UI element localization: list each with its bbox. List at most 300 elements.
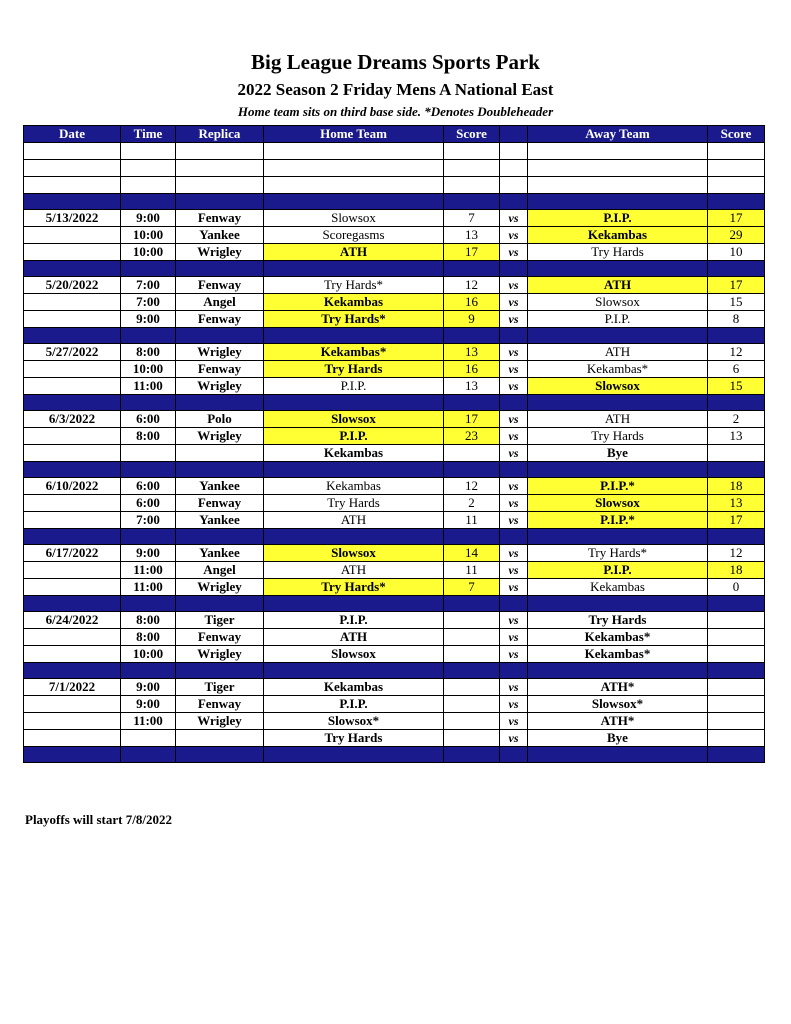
cell-home-team: Kekambas [264,679,444,696]
cell-replica: Wrigley [176,428,264,445]
band-cell [24,328,121,344]
game-row [24,311,765,328]
header-time: Time [121,126,176,143]
game-row [24,277,765,294]
cell-time: 9:00 [121,679,176,696]
cell-away-team: Slowsox [528,294,708,311]
empty-cell [264,160,444,177]
separator-band [24,596,765,612]
empty-row [24,177,765,194]
cell-replica: Angel [176,562,264,579]
cell-home-score: 14 [444,545,500,562]
cell-home-score: 7 [444,210,500,227]
band-cell [708,462,765,478]
band-cell [121,747,176,763]
band-cell [500,529,528,545]
cell-vs: vs [500,646,528,663]
band-cell [24,663,121,679]
schedule-body [24,143,765,763]
cell-away-team: Try Hards [528,244,708,261]
cell-home-team: Slowsox [264,411,444,428]
cell-home-team: Try Hards* [264,277,444,294]
cell-time: 11:00 [121,378,176,395]
cell-vs: vs [500,311,528,328]
cell-away-score: 13 [708,428,765,445]
band-cell [176,747,264,763]
cell-vs: vs [500,545,528,562]
cell-away-score: 2 [708,411,765,428]
band-cell [500,462,528,478]
schedule-note: Home team sits on third base side. *Denotes Doubleheader [237,104,554,119]
cell-home-team: Kekambas [264,478,444,495]
cell-time: 7:00 [121,294,176,311]
band-cell [708,328,765,344]
band-cell [176,395,264,411]
separator-band [24,194,765,210]
band-cell [444,462,500,478]
cell-home-score: 17 [444,244,500,261]
game-row [24,344,765,361]
cell-away-team: ATH [528,344,708,361]
band-cell [121,663,176,679]
cell-date: 6/24/2022 [24,612,121,629]
cell-replica: Wrigley [176,579,264,596]
empty-cell [264,177,444,194]
band-cell [444,529,500,545]
cell-replica: Yankee [176,545,264,562]
band-cell [708,663,765,679]
cell-away-team: Bye [528,730,708,747]
cell-away-team: ATH [528,411,708,428]
cell-away-score: 8 [708,311,765,328]
cell-vs: vs [500,579,528,596]
cell-away-team: P.I.P. [528,562,708,579]
empty-cell [176,177,264,194]
cell-away-score: 0 [708,579,765,596]
cell-vs: vs [500,478,528,495]
cell-home-score: 13 [444,378,500,395]
separator-band [24,747,765,763]
cell-time: 11:00 [121,562,176,579]
cell-time: 6:00 [121,411,176,428]
cell-time: 6:00 [121,495,176,512]
game-row [24,646,765,663]
band-cell [24,194,121,210]
cell-date [24,730,121,747]
game-row [24,730,765,747]
page-subtitle: 2022 Season 2 Friday Mens A National East [237,80,554,99]
cell-vs: vs [500,244,528,261]
empty-cell [444,177,500,194]
cell-away-team: Try Hards [528,612,708,629]
cell-vs: vs [500,495,528,512]
header-vs [500,126,528,143]
cell-time: 8:00 [121,344,176,361]
cell-home-score: 13 [444,344,500,361]
band-cell [264,596,444,612]
cell-replica: Wrigley [176,646,264,663]
band-cell [176,261,264,277]
cell-vs: vs [500,679,528,696]
empty-cell [708,143,765,160]
cell-vs: vs [500,696,528,713]
cell-date [24,294,121,311]
band-cell [528,261,708,277]
band-cell [708,596,765,612]
cell-date [24,629,121,646]
cell-time: 6:00 [121,478,176,495]
band-cell [444,395,500,411]
cell-time: 7:00 [121,277,176,294]
header-row [24,126,765,143]
cell-home-team: P.I.P. [264,428,444,445]
cell-away-team: Kekambas [528,227,708,244]
band-cell [528,747,708,763]
cell-away-team: Try Hards* [528,545,708,562]
band-cell [264,395,444,411]
cell-away-score: 6 [708,361,765,378]
cell-home-team: Kekambas* [264,344,444,361]
cell-time: 9:00 [121,545,176,562]
cell-time: 10:00 [121,244,176,261]
cell-away-score: 17 [708,210,765,227]
game-row [24,428,765,445]
cell-time: 10:00 [121,646,176,663]
playoffs-note: Playoffs will start 7/8/2022 [25,812,172,827]
cell-time: 8:00 [121,612,176,629]
cell-date [24,244,121,261]
game-row [24,545,765,562]
cell-date [24,495,121,512]
band-cell [500,663,528,679]
header-away-score: Score [708,126,765,143]
empty-cell [444,143,500,160]
cell-replica: Fenway [176,210,264,227]
empty-cell [24,177,121,194]
cell-home-score: 7 [444,579,500,596]
band-cell [500,328,528,344]
cell-home-score: 9 [444,311,500,328]
cell-home-team: Try Hards* [264,579,444,596]
cell-away-team: Kekambas [528,579,708,596]
band-cell [24,261,121,277]
cell-date: 6/10/2022 [24,478,121,495]
cell-vs: vs [500,277,528,294]
cell-home-team: ATH [264,562,444,579]
cell-date: 5/20/2022 [24,277,121,294]
cell-replica: Wrigley [176,713,264,730]
cell-replica [176,445,264,462]
cell-vs: vs [500,344,528,361]
cell-home-score: 2 [444,495,500,512]
band-cell [264,194,444,210]
band-cell [500,395,528,411]
game-row [24,696,765,713]
band-cell [444,194,500,210]
cell-date: 6/3/2022 [24,411,121,428]
cell-away-team: Slowsox* [528,696,708,713]
cell-replica: Fenway [176,495,264,512]
cell-time: 9:00 [121,696,176,713]
cell-home-team: ATH [264,629,444,646]
cell-home-team: ATH [264,244,444,261]
cell-date [24,445,121,462]
header-replica: Replica [176,126,264,143]
cell-time: 7:00 [121,512,176,529]
band-cell [528,395,708,411]
cell-home-score [444,696,500,713]
cell-away-score: 12 [708,344,765,361]
band-cell [444,328,500,344]
cell-vs: vs [500,562,528,579]
band-cell [500,261,528,277]
cell-away-team: P.I.P. [528,311,708,328]
cell-vs: vs [500,227,528,244]
cell-vs: vs [500,361,528,378]
cell-home-team: Scoregasms [264,227,444,244]
game-row [24,411,765,428]
cell-vs: vs [500,512,528,529]
cell-home-team: P.I.P. [264,612,444,629]
band-cell [121,395,176,411]
cell-home-score [444,730,500,747]
cell-away-score [708,612,765,629]
band-cell [121,261,176,277]
empty-cell [24,160,121,177]
cell-away-score: 15 [708,294,765,311]
game-row [24,612,765,629]
band-cell [264,747,444,763]
cell-home-team: P.I.P. [264,696,444,713]
band-cell [500,596,528,612]
empty-row [24,143,765,160]
cell-replica: Fenway [176,361,264,378]
cell-away-score: 15 [708,378,765,395]
cell-replica [176,730,264,747]
game-row [24,679,765,696]
cell-away-score: 13 [708,495,765,512]
cell-away-team: ATH* [528,679,708,696]
cell-time [121,445,176,462]
empty-cell [121,177,176,194]
band-cell [444,663,500,679]
cell-away-team: P.I.P. [528,210,708,227]
empty-cell [708,177,765,194]
cell-away-score [708,629,765,646]
band-cell [121,194,176,210]
cell-date [24,579,121,596]
cell-away-score [708,713,765,730]
game-row [24,210,765,227]
cell-date: 7/1/2022 [24,679,121,696]
empty-cell [528,143,708,160]
cell-replica: Tiger [176,679,264,696]
empty-cell [444,160,500,177]
band-cell [444,261,500,277]
band-cell [264,261,444,277]
band-cell [176,328,264,344]
band-cell [121,328,176,344]
cell-vs: vs [500,612,528,629]
band-cell [500,747,528,763]
cell-vs: vs [500,445,528,462]
band-cell [264,462,444,478]
separator-band [24,328,765,344]
cell-away-score [708,646,765,663]
cell-date [24,512,121,529]
cell-replica: Wrigley [176,344,264,361]
game-row [24,495,765,512]
cell-vs: vs [500,713,528,730]
cell-time: 9:00 [121,311,176,328]
cell-away-team: Kekambas* [528,361,708,378]
cell-replica: Wrigley [176,244,264,261]
empty-cell [121,143,176,160]
empty-cell [500,177,528,194]
empty-cell [121,160,176,177]
header-home-score: Score [444,126,500,143]
cell-replica: Yankee [176,478,264,495]
game-row [24,445,765,462]
cell-vs: vs [500,411,528,428]
band-cell [176,462,264,478]
cell-vs: vs [500,294,528,311]
cell-away-score: 10 [708,244,765,261]
band-cell [444,747,500,763]
band-cell [528,328,708,344]
cell-replica: Wrigley [176,378,264,395]
cell-time: 10:00 [121,227,176,244]
band-cell [444,596,500,612]
cell-replica: Yankee [176,512,264,529]
empty-cell [500,160,528,177]
cell-home-team: Slowsox [264,646,444,663]
cell-date: 6/17/2022 [24,545,121,562]
cell-home-team: Slowsox [264,545,444,562]
schedule-table [23,125,765,763]
cell-away-score [708,445,765,462]
cell-vs: vs [500,629,528,646]
header-away-team: Away Team [528,126,708,143]
cell-date [24,378,121,395]
band-cell [708,395,765,411]
cell-home-score [444,445,500,462]
cell-date [24,562,121,579]
cell-away-team: P.I.P.* [528,512,708,529]
band-cell [528,529,708,545]
band-cell [528,663,708,679]
game-row [24,227,765,244]
game-row [24,579,765,596]
cell-away-score: 29 [708,227,765,244]
band-cell [176,596,264,612]
cell-date [24,428,121,445]
band-cell [121,596,176,612]
cell-home-score [444,612,500,629]
band-cell [528,596,708,612]
band-cell [176,529,264,545]
band-cell [24,596,121,612]
band-cell [264,663,444,679]
header-home-team: Home Team [264,126,444,143]
band-cell [528,462,708,478]
band-cell [121,529,176,545]
cell-date [24,227,121,244]
band-cell [24,462,121,478]
cell-time: 11:00 [121,713,176,730]
game-row [24,629,765,646]
cell-date [24,311,121,328]
cell-date [24,713,121,730]
cell-away-score: 17 [708,277,765,294]
band-cell [176,663,264,679]
game-row [24,478,765,495]
cell-time: 10:00 [121,361,176,378]
cell-date: 5/13/2022 [24,210,121,227]
cell-home-team: P.I.P. [264,378,444,395]
cell-home-team: Try Hards [264,495,444,512]
cell-away-team: Kekambas* [528,646,708,663]
cell-home-team: Try Hards* [264,311,444,328]
cell-away-team: P.I.P.* [528,478,708,495]
band-cell [708,261,765,277]
game-row [24,244,765,261]
band-cell [24,529,121,545]
cell-home-team: Slowsox [264,210,444,227]
cell-vs: vs [500,428,528,445]
empty-cell [708,160,765,177]
cell-home-score: 16 [444,361,500,378]
cell-home-team: Slowsox* [264,713,444,730]
cell-date [24,361,121,378]
empty-cell [264,143,444,160]
empty-cell [24,143,121,160]
game-row [24,294,765,311]
band-cell [121,462,176,478]
game-row [24,713,765,730]
cell-time: 9:00 [121,210,176,227]
cell-away-score: 18 [708,478,765,495]
cell-home-team: ATH [264,512,444,529]
empty-row [24,160,765,177]
separator-band [24,395,765,411]
cell-home-team: Try Hards [264,730,444,747]
page-title: Big League Dreams Sports Park [251,50,540,74]
band-cell [264,529,444,545]
band-cell [24,747,121,763]
cell-vs: vs [500,378,528,395]
band-cell [500,194,528,210]
cell-home-score [444,679,500,696]
cell-home-score [444,713,500,730]
band-cell [264,328,444,344]
cell-replica: Yankee [176,227,264,244]
game-row [24,512,765,529]
header-date: Date [24,126,121,143]
cell-away-team: Bye [528,445,708,462]
cell-vs: vs [500,730,528,747]
separator-band [24,663,765,679]
cell-away-score: 17 [708,512,765,529]
band-cell [708,194,765,210]
cell-home-score: 17 [444,411,500,428]
empty-cell [176,160,264,177]
cell-away-team: Kekambas* [528,629,708,646]
cell-home-score: 13 [444,227,500,244]
separator-band [24,462,765,478]
cell-home-team: Kekambas [264,445,444,462]
cell-away-team: ATH* [528,713,708,730]
